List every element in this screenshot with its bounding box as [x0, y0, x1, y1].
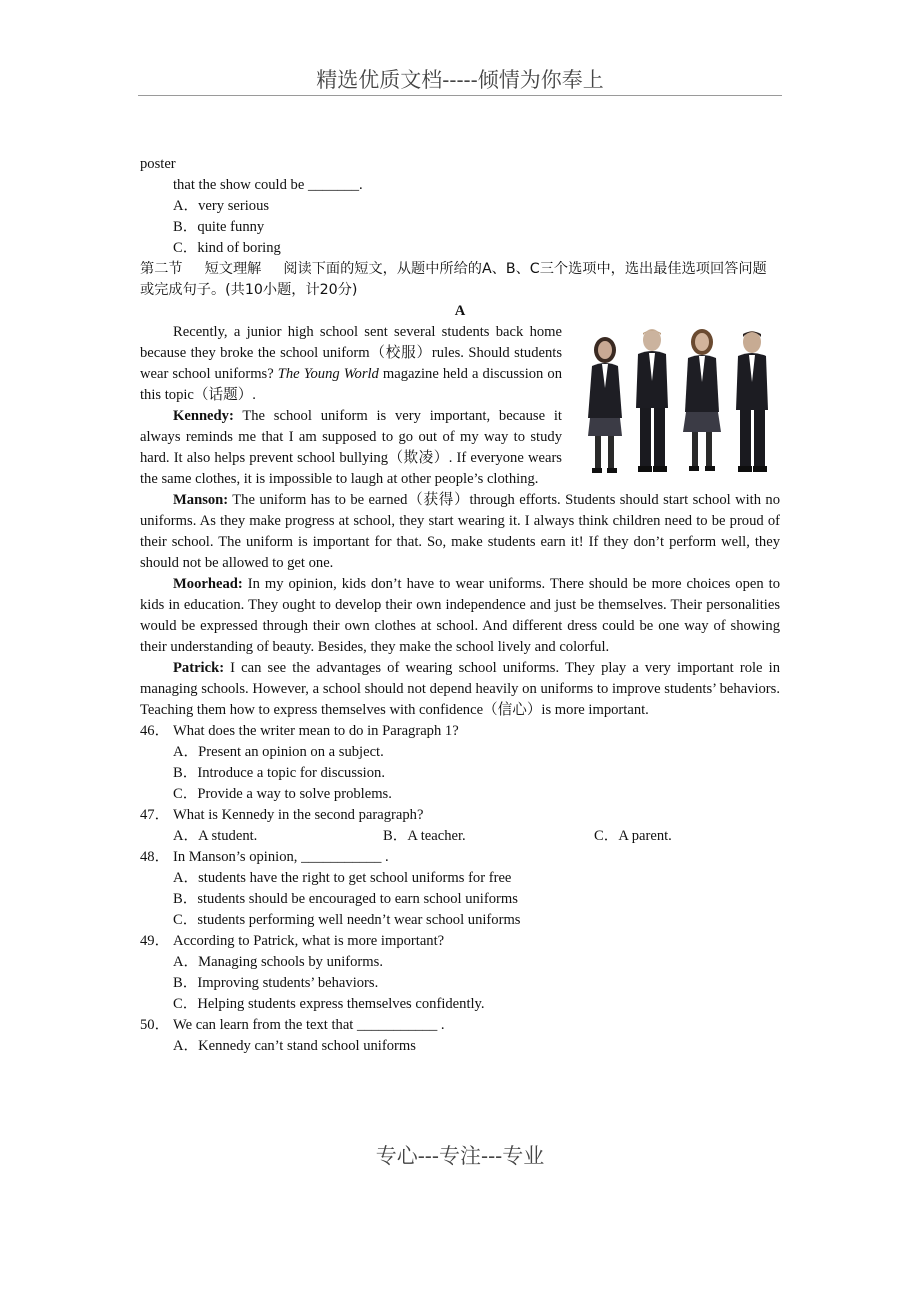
speaker-text: I can see the advantages of wearing school uniforms. They play a very important role in managing schools. However, a school should not depend heavily on uniforms to improve students’ behaviors. Teaching them how to express themselves with confidence（信心）is more important.: [140, 660, 780, 718]
speaker-name: Moorhead:: [173, 576, 243, 592]
speaker-text: The school uniform is very important, because it always reminds me that I am supposed to go out of my way to study hard. It also helps prevent school bullying（欺凌）. If everyone wears the same clothes, it is impossible to laugh at other people’s clothing.: [140, 408, 562, 487]
option: A．Kennedy can’t stand school uniforms: [173, 1038, 416, 1054]
prev-option-b: B．quite funny: [173, 219, 265, 235]
section-instruction: 阅读下面的短文，从题中所给的A、B、C三个选项中，选出最佳选项回答问题或完成句子。(共10小题，计20分): [140, 261, 767, 298]
question-stem: According to Patrick, what is more important?: [173, 933, 445, 949]
passage-title: A: [454, 303, 466, 319]
header-divider: [138, 95, 782, 96]
speaker-name: Kennedy:: [173, 408, 234, 424]
prev-question-stem: that the show could be _______.: [173, 177, 363, 193]
option: B．A teacher.: [383, 828, 466, 844]
page-footer: 专心---专注---专业: [375, 1144, 545, 1168]
speaker-paragraph: [140, 574, 780, 658]
magazine-name: The Young World: [277, 366, 379, 382]
question-number: 49．: [140, 933, 170, 949]
speaker-paragraph: [140, 490, 780, 574]
option: A．Managing schools by uniforms.: [173, 954, 383, 970]
option: A．Present an opinion on a subject.: [173, 744, 384, 760]
prev-option-a: A．very serious: [173, 198, 270, 214]
question-49: [140, 931, 780, 952]
question-47: [140, 805, 780, 826]
document-body: [140, 154, 780, 1057]
question-stem: We can learn from the text that ___________ .: [173, 1017, 445, 1033]
question-48: [140, 847, 780, 868]
option: B．students should be encouraged to earn school uniforms: [173, 891, 518, 907]
question-number: 46．: [140, 723, 170, 739]
question-stem: What does the writer mean to do in Paragraph 1?: [173, 723, 459, 739]
option: C．students performing well needn’t wear school uniforms: [173, 912, 521, 928]
intro-text: Recently, a junior high school sent several students back home because they broke the school uniform（校服）rules. Should students wear school uniforms?: [140, 324, 562, 382]
speaker-name: Manson:: [173, 492, 229, 508]
section-heading: [140, 259, 780, 301]
option: C．Helping students express themselves confidently.: [173, 996, 485, 1012]
option: A．A student.: [173, 828, 258, 844]
section-label: 第二节: [140, 261, 183, 277]
question-46: [140, 721, 780, 742]
passage: [140, 322, 780, 721]
question-50: [140, 1015, 780, 1036]
option: C．Provide a way to solve problems.: [173, 786, 392, 802]
intro-text-end: magazine held a discussion on this topic（话题）.: [140, 366, 562, 403]
question-number: 48．: [140, 849, 170, 865]
question-stem: What is Kennedy in the second paragraph?: [173, 807, 424, 823]
option: B．Introduce a topic for discussion.: [173, 765, 385, 781]
section-name: 短文理解: [204, 261, 262, 277]
students-uniform-photo: [578, 326, 780, 478]
prev-option-c: C．kind of boring: [173, 240, 281, 256]
option: C．A parent.: [594, 828, 672, 844]
speaker-text: The uniform has to be earned（获得）through efforts. Students should start school with no uniforms. As they make progress at school, they start wearing it. I always think children need to be proud of their school. The uniform is important for that. So, make students earn it! If they don’t perform well, they should not be allowed to get one.: [140, 492, 780, 571]
option: B．Improving students’ behaviors.: [173, 975, 379, 991]
question-number: 50．: [140, 1017, 170, 1033]
page-header: 精选优质文档-----倾情为你奉上: [316, 68, 604, 92]
question-number: 47．: [140, 807, 170, 823]
speaker-text: In my opinion, kids don’t have to wear uniforms. There should be more choices open to kids in education. They ought to develop their own independence and just be themselves. Their personalities would be expressed through their own clothes at school. And different dress could be one way of showing their understanding of beauty. Besides, they make the school lively and colorful.: [140, 576, 780, 655]
option: A．students have the right to get school uniforms for free: [173, 870, 512, 886]
speaker-name: Patrick:: [173, 660, 225, 676]
speaker-paragraph: [140, 658, 780, 721]
question-stem: In Manson’s opinion, ___________ .: [173, 849, 389, 865]
prev-question-fragment: poster: [140, 156, 176, 172]
options-row: [140, 826, 780, 847]
